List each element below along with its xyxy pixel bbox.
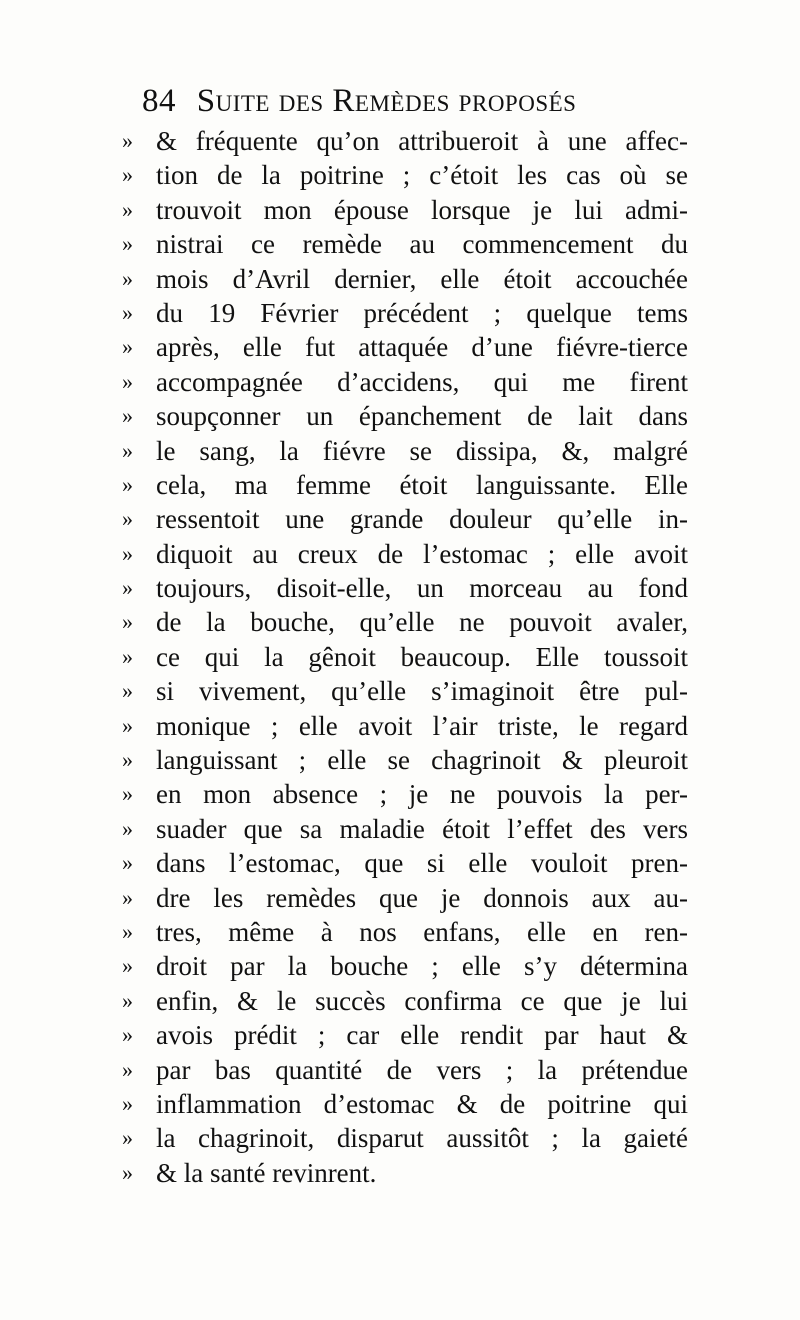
text-line <box>122 1018 692 1052</box>
line-text: inflammation d’estomac & de poitrine qui <box>156 1088 688 1119</box>
line-text: tion de la poitrine ; c’étoit les cas où se <box>156 160 688 191</box>
body-text <box>122 124 692 1190</box>
quote-mark: » <box>122 678 133 704</box>
text-line <box>122 777 692 811</box>
text-line <box>122 984 692 1018</box>
text-line <box>122 158 692 192</box>
quote-mark: » <box>122 265 133 291</box>
line-text: nistrai ce remède au commencement du <box>156 229 688 260</box>
line-text: languissant ; elle se chagrinoit & pleuroit <box>156 745 688 776</box>
quote-mark: » <box>122 643 133 669</box>
text-line <box>122 846 692 880</box>
quote-mark: » <box>122 575 133 601</box>
quote-mark: » <box>122 231 133 257</box>
text-line <box>122 709 692 743</box>
text-line <box>122 262 692 296</box>
line-text: si vivement, qu’elle s’imaginoit être pul- <box>156 676 688 707</box>
line-text: du 19 Février précédent ; quelque tems <box>156 297 688 328</box>
text-line <box>122 743 692 777</box>
line-text: droit par la bouche ; elle s’y détermina <box>156 951 688 982</box>
text-line <box>122 296 692 330</box>
text-line <box>122 605 692 639</box>
text-line <box>122 1087 692 1121</box>
quote-mark: » <box>122 1090 133 1116</box>
text-line <box>122 537 692 571</box>
quote-mark: » <box>122 162 133 188</box>
quote-mark: » <box>122 196 133 222</box>
line-text: ce qui la gênoit beaucoup. Elle toussoit <box>156 641 688 672</box>
text-line <box>122 881 692 915</box>
line-text: le sang, la fiévre se dissipa, &, malgré <box>156 435 688 466</box>
text-line <box>122 193 692 227</box>
text-line <box>122 640 692 674</box>
quote-mark: » <box>122 437 133 463</box>
line-text: accompagnée d’accidens, qui me firent <box>156 366 688 397</box>
line-text: suader que sa maladie étoit l’effet des vers <box>156 813 688 844</box>
quote-mark: » <box>122 815 133 841</box>
quote-mark: » <box>122 1159 133 1185</box>
line-text: mois d’Avril dernier, elle étoit accouchée <box>156 263 688 294</box>
text-line <box>122 1121 692 1155</box>
text-line <box>122 124 692 158</box>
quote-mark: » <box>122 609 133 635</box>
quote-mark: » <box>122 128 133 153</box>
quote-mark: » <box>122 987 133 1013</box>
quote-mark: » <box>122 953 133 979</box>
quote-mark: » <box>122 1056 133 1082</box>
line-text: la chagrinoit, disparut aussitôt ; la gaieté <box>156 1123 688 1154</box>
line-text: soupçonner un épanchement de lait dans <box>156 401 688 432</box>
text-line <box>122 1156 692 1190</box>
line-text: ressentoit une grande douleur qu’elle in- <box>156 504 688 535</box>
quote-mark: » <box>122 850 133 876</box>
quote-mark: » <box>122 299 133 325</box>
line-text: tres, même à nos enfans, elle en ren- <box>156 916 688 947</box>
line-text: & fréquente qu’on attribueroit à une affec- <box>156 126 688 156</box>
text-line <box>122 330 692 364</box>
text-line <box>122 1053 692 1087</box>
line-text: dans l’estomac, que si elle vouloit pren- <box>156 848 688 879</box>
line-text: & la santé revinrent. <box>156 1157 377 1188</box>
quote-mark: » <box>122 781 133 807</box>
text-line <box>122 502 692 536</box>
line-text: dre les remèdes que je donnois aux au- <box>156 882 688 913</box>
line-text: diquoit au creux de l’estomac ; elle avoit <box>156 538 688 569</box>
quote-mark: » <box>122 1125 133 1151</box>
quote-mark: » <box>122 334 133 360</box>
quote-mark: » <box>122 884 133 910</box>
text-line <box>122 468 692 502</box>
quote-mark: » <box>122 506 133 532</box>
page-number: 84 <box>142 83 176 119</box>
quote-mark: » <box>122 403 133 429</box>
line-text: monique ; elle avoit l’air triste, le regard <box>156 710 688 741</box>
line-text: toujours, disoit-elle, un morceau au fond <box>156 573 688 604</box>
text-line <box>122 571 692 605</box>
text-line <box>122 949 692 983</box>
text-line <box>122 399 692 433</box>
quote-mark: » <box>122 712 133 738</box>
quote-mark: » <box>122 918 133 944</box>
text-line <box>122 674 692 708</box>
line-text: en mon absence ; je ne pouvois la per- <box>156 779 688 810</box>
quote-mark: » <box>122 540 133 566</box>
text-line <box>122 915 692 949</box>
quote-mark: » <box>122 471 133 497</box>
line-text: après, elle fut attaquée d’une fiévre-tierce <box>156 332 688 363</box>
line-text: par bas quantité de vers ; la prétendue <box>156 1054 688 1085</box>
page-header <box>142 78 662 124</box>
line-text: trouvoit mon épouse lorsque je lui admi- <box>156 194 688 225</box>
text-line <box>122 365 692 399</box>
quote-mark: » <box>122 1022 133 1048</box>
text-line <box>122 227 692 261</box>
quote-mark: » <box>122 368 133 394</box>
line-text: cela, ma femme étoit languissante. Elle <box>156 469 688 500</box>
line-text: avois prédit ; car elle rendit par haut & <box>156 1020 688 1051</box>
line-text: de la bouche, qu’elle ne pouvoit avaler, <box>156 607 688 638</box>
text-line <box>122 434 692 468</box>
text-line <box>122 812 692 846</box>
quote-mark: » <box>122 747 133 773</box>
running-title: Suite des Remèdes proposés <box>196 83 577 119</box>
line-text: enfin, & le succès confirma ce que je lui <box>156 985 688 1016</box>
